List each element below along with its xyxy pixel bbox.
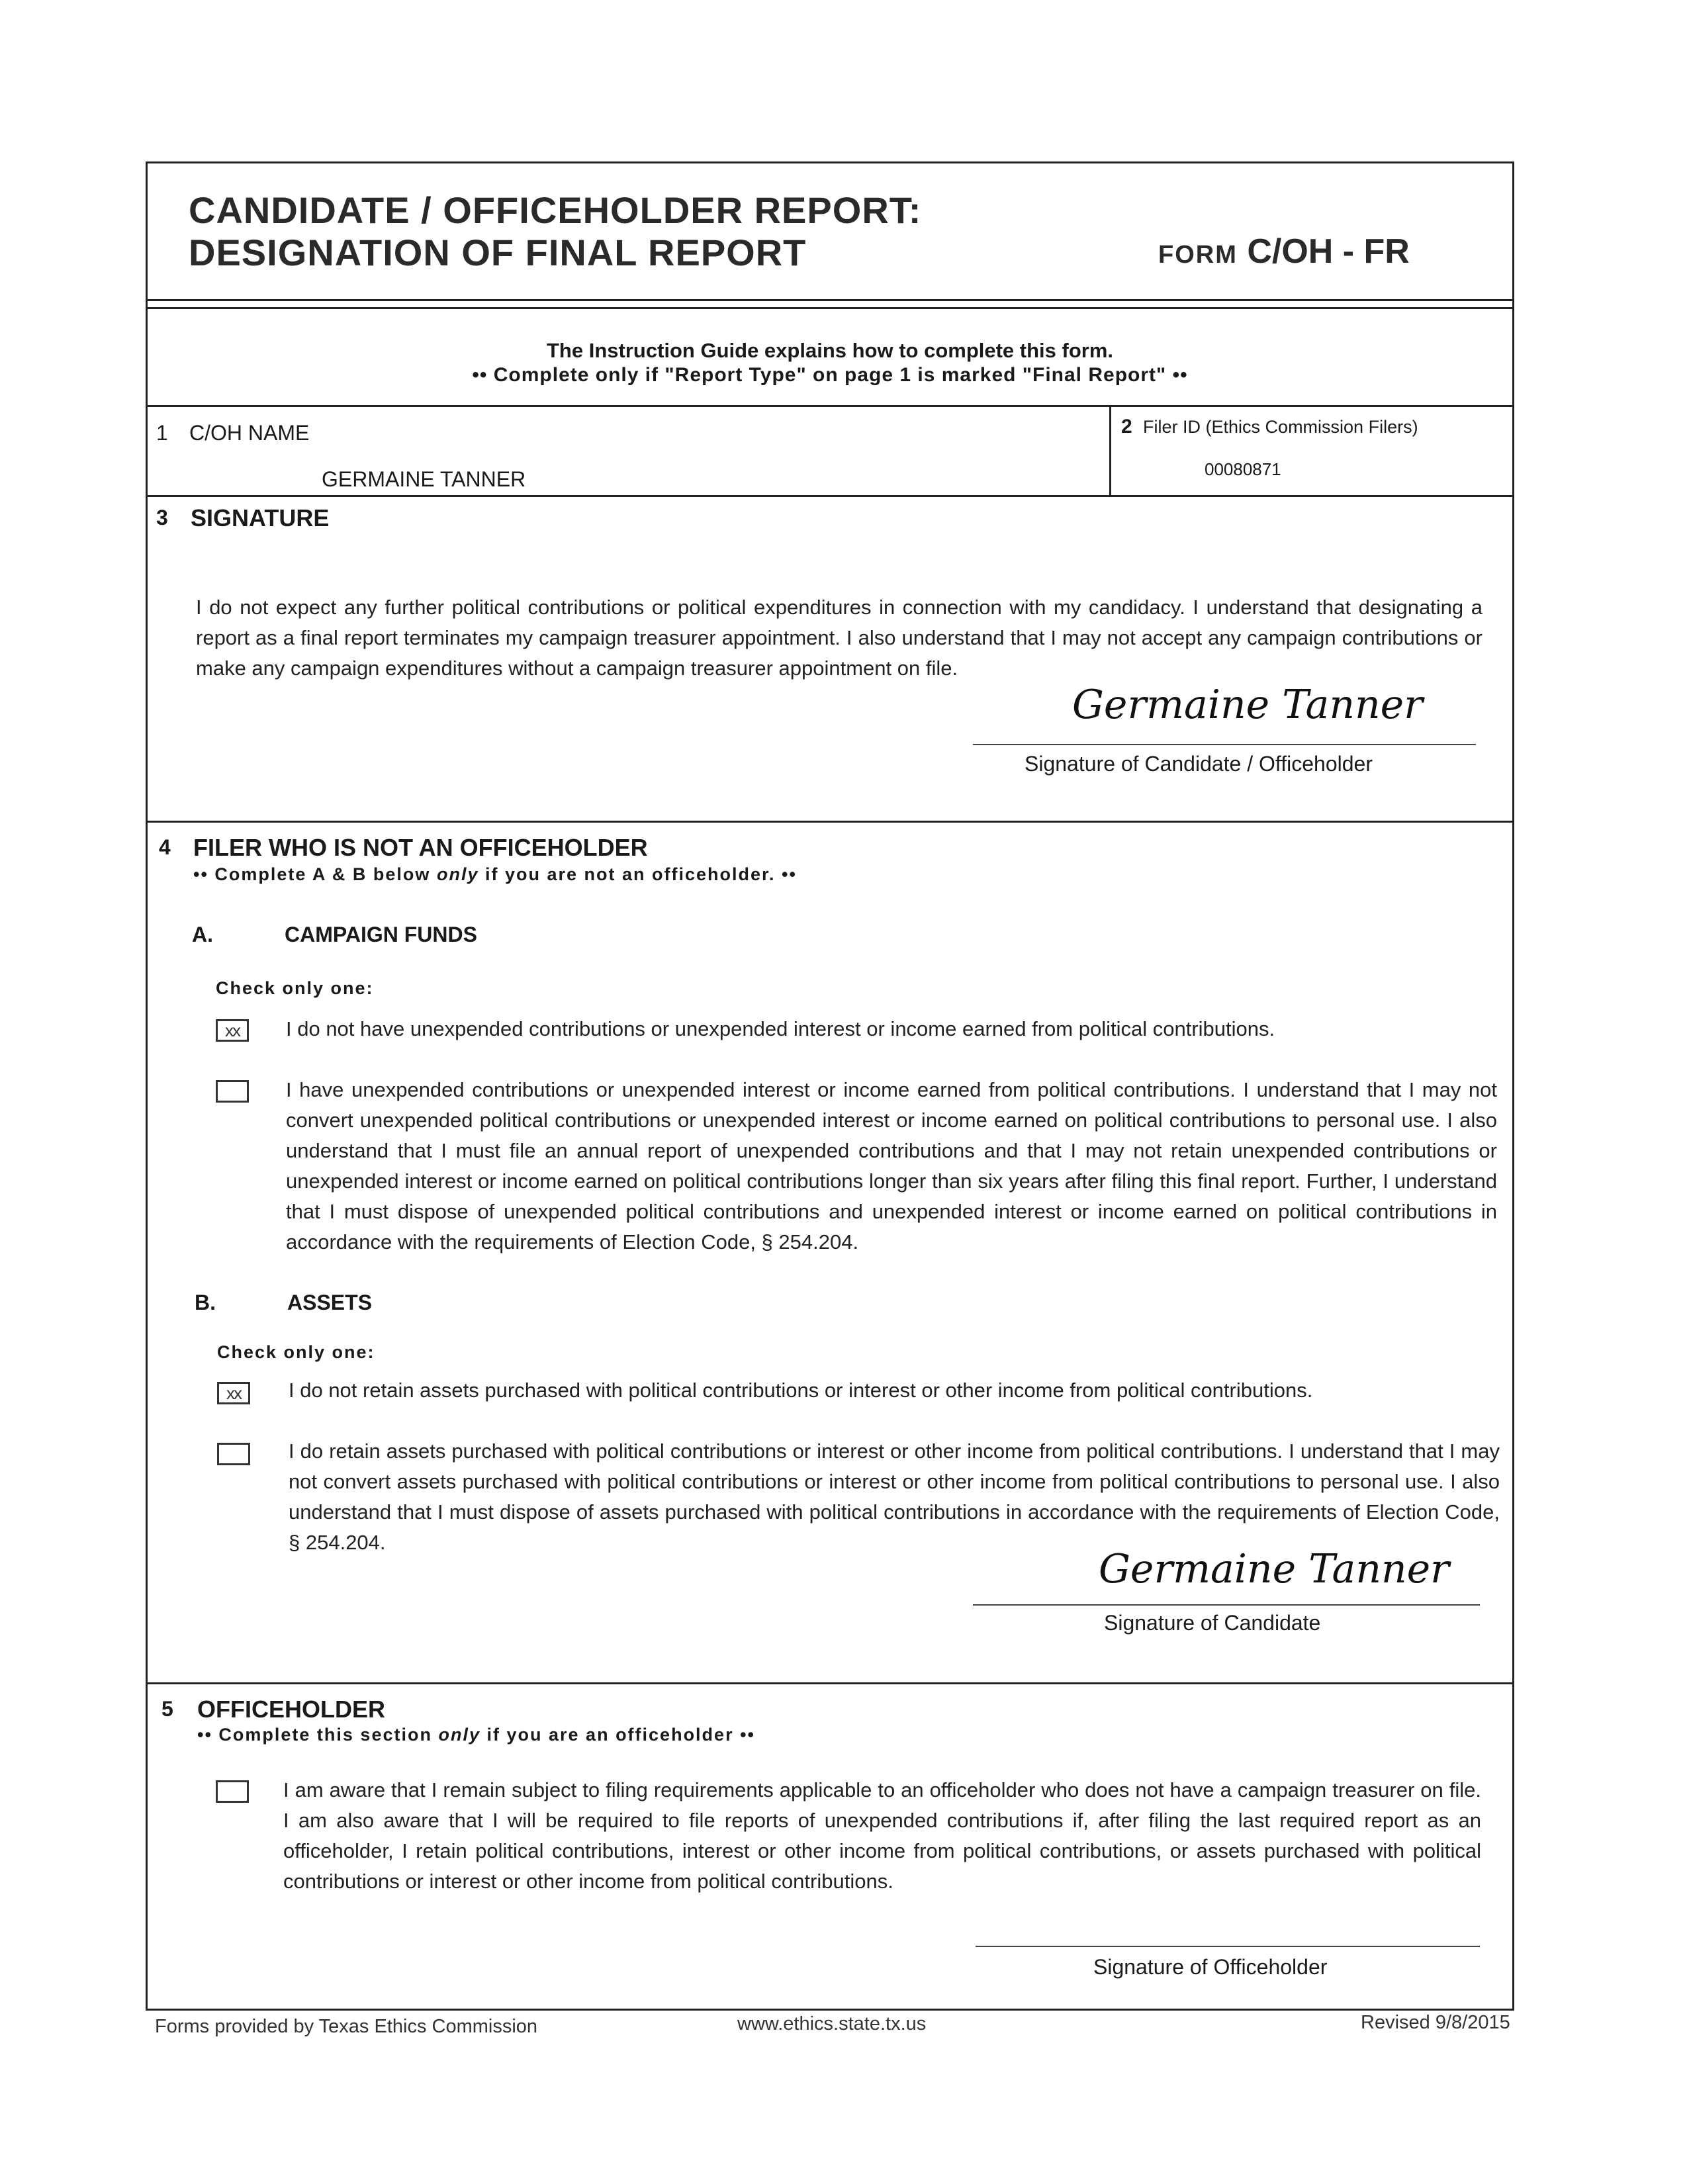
field1-label: C/OH NAME <box>189 421 310 445</box>
section5-note-prefix: •• Complete this section <box>197 1725 432 1745</box>
signature-line-2 <box>973 1604 1480 1606</box>
field2-number: 2 <box>1121 416 1132 437</box>
field1-number: 1 <box>156 421 168 445</box>
header-rule-1 <box>146 299 1514 301</box>
section4a-letter: A. <box>192 923 213 946</box>
field-divider <box>1109 405 1111 496</box>
option-no-unexpended-contributions: I do not have unexpended contributions or unexpended interest or income earned from political contributions. <box>286 1017 1275 1040</box>
officeholder-awareness-statement: I am aware that I remain subject to filing requirements applicable to an officeholder who does not have a campaign treasurer on file. I am also aware that I will be required to file reports of unexpended contributions if, after filing the last required report as an officeholder, I retain political contributions, interest or other income from political contributions, or assets purchased with political contributions or interest or other income from political contributions. <box>283 1778 1481 1893</box>
field2-header <box>1121 416 1418 438</box>
form-title-line1: CANDIDATE / OFFICEHOLDER REPORT: <box>189 189 922 231</box>
section3-statement: I do not expect any further political contributions or political expenditures in connection with my candidacy. I understand that designating a report as a final report terminates my campaign treasurer appointment. I also understand that I may not accept any campaign contributions or make any campaign expenditures without a campaign treasurer appointment on file. <box>196 596 1483 680</box>
option-have-unexpended-contributions: I have unexpended contributions or unexpended interest or income earned from political contributions. I understand that I may not convert unexpended political contributions or unexpended interest or income earned on political contributions to personal use. I also understand that I must file an annual report of unexpended contributions and that I may not retain unexpended contributions or unexpended interest or income earned on political contributions longer than six years after filing this final report. Further, I understand that I must dispose of unexpended political contributions and unexpended interest or income earned on political contributions in accordance with the requirements of Election Code, § 254.204. <box>286 1078 1497 1253</box>
section5-heading: OFFICEHOLDER <box>197 1696 385 1723</box>
checkbox-have-unexpended-contributions[interactable] <box>216 1080 249 1103</box>
instruction-line-2: •• Complete only if "Report Type" on page 1 is marked "Final Report" •• <box>472 364 1188 386</box>
rule-above-section3 <box>146 495 1514 497</box>
section5-note-suffix: if you are an officeholder •• <box>486 1725 755 1745</box>
section4-heading: FILER WHO IS NOT AN OFFICEHOLDER <box>193 834 648 861</box>
section3-number: 3 <box>156 506 168 529</box>
section4b-check-label: Check only one: <box>217 1342 375 1362</box>
candidate-signature-2: Germaine Tanner <box>1099 1546 1449 1592</box>
signature-caption-3: Signature of Officeholder <box>1093 1955 1328 1979</box>
candidate-name-value[interactable]: GERMAINE TANNER <box>322 467 526 491</box>
section4-note <box>193 864 797 885</box>
section4-note-suffix: if you are not an officeholder. •• <box>484 864 797 884</box>
footer-provider: Forms provided by Texas Ethics Commission <box>155 2016 538 2037</box>
signature-line-1 <box>973 744 1476 745</box>
section4-note-emph: only <box>436 864 479 884</box>
rule-above-section4 <box>146 821 1514 823</box>
form-prefix: FORM <box>1158 241 1238 269</box>
checkbox-no-retained-assets[interactable]: xx <box>217 1382 250 1404</box>
form-number <box>1158 232 1410 271</box>
option-no-retained-assets: I do not retain assets purchased with political contributions or interest or other income from political contributions. <box>289 1379 1313 1402</box>
rule-above-fields <box>146 405 1514 407</box>
form-code: C/OH - FR <box>1247 232 1410 271</box>
section5-note-emph: only <box>438 1725 480 1745</box>
section5-note <box>197 1725 755 1745</box>
header-rule-2 <box>146 307 1514 309</box>
checkbox-no-unexpended-contributions[interactable]: xx <box>216 1019 249 1042</box>
checkbox-officeholder-awareness[interactable] <box>216 1780 249 1803</box>
footer-revision: Revised 9/8/2015 <box>1361 2012 1510 2033</box>
section5-number: 5 <box>161 1697 173 1721</box>
section4b-letter: B. <box>195 1291 216 1314</box>
section4a-heading: CAMPAIGN FUNDS <box>285 923 477 946</box>
filer-id-value[interactable]: 00080871 <box>1205 459 1281 479</box>
option-retain-assets: I do retain assets purchased with political contributions or interest or other income from political contributions. I understand that I may not convert assets purchased with political contributions or interest or other income from political contributions to personal use. I also understand that I must dispose of assets purchased with political contributions in accordance with the requirements of Election Code, § 254.204. <box>289 1439 1500 1554</box>
section4b-heading: ASSETS <box>287 1291 373 1314</box>
signature-line-3 <box>976 1946 1480 1947</box>
section3-heading: SIGNATURE <box>191 504 330 531</box>
candidate-signature-1: Germaine Tanner <box>1072 682 1423 728</box>
section4a-check-label: Check only one: <box>216 978 374 998</box>
section4-note-prefix: •• Complete A & B below <box>193 864 431 884</box>
footer-website[interactable]: www.ethics.state.tx.us <box>737 2013 927 2034</box>
section4-number: 4 <box>159 835 171 859</box>
instruction-line-1: The Instruction Guide explains how to complete this form. <box>546 339 1114 362</box>
checkbox-retain-assets[interactable] <box>217 1443 250 1465</box>
rule-above-section5 <box>146 1682 1514 1684</box>
signature-caption-2: Signature of Candidate <box>1104 1611 1321 1635</box>
signature-caption-1: Signature of Candidate / Officeholder <box>1025 752 1373 776</box>
form-title-line2: DESIGNATION OF FINAL REPORT <box>189 232 807 273</box>
field2-label: Filer ID (Ethics Commission Filers) <box>1143 417 1418 437</box>
